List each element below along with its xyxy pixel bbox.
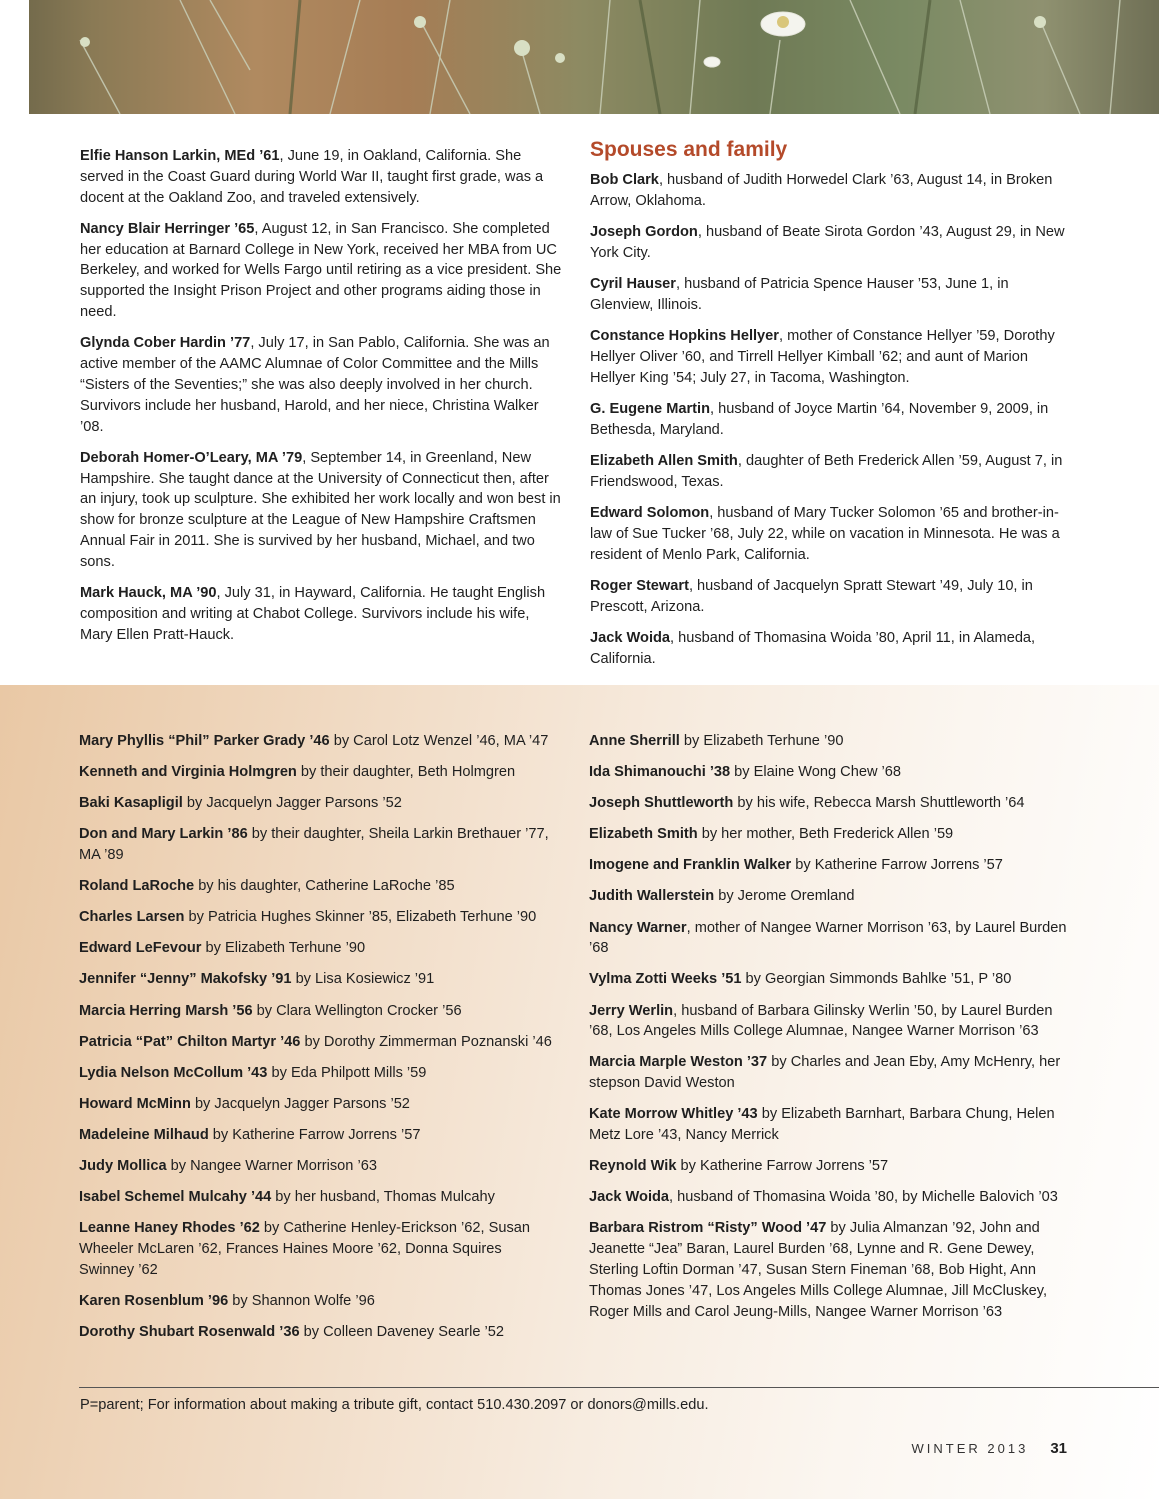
entry: [589, 1218, 1074, 1322]
entry-text: by Georgian Simmonds Bahlke ’51, P ’80: [741, 971, 1012, 988]
entry-name: Mary Phyllis “Phil” Parker Grady ’46: [79, 733, 330, 749]
entry-text: by Jacquelyn Jagger Parsons ’52: [190, 1095, 410, 1112]
entry-name: Don and Mary Larkin ’86: [79, 826, 248, 843]
entry-name: Marcia Herring Marsh ’56: [79, 1002, 253, 1019]
entry-text: by Elizabeth Barnhart, Barbara Chung, Helen Metz Lore ’43, Nancy Merrick: [589, 1106, 1055, 1144]
entry: [590, 222, 1075, 264]
entry-text: by her husband, Thomas Mulcahy: [271, 1189, 495, 1206]
entry: [80, 333, 562, 437]
entry-text: by her mother, Beth Frederick Allen ’59: [697, 826, 954, 843]
entry: [589, 855, 1074, 876]
entry: [589, 762, 1074, 783]
entry-name: Judy Mollica: [79, 1158, 167, 1175]
entry-name: Joseph Gordon: [590, 224, 698, 241]
entry: [589, 793, 1074, 814]
entry-name: Baki Kasapligil: [79, 795, 183, 812]
entry-text: by Carol Lotz Wenzel ’46, MA ’47: [329, 733, 549, 749]
entry: [589, 1187, 1074, 1208]
entry-name: Barbara Ristrom “Risty” Wood ’47: [589, 1220, 827, 1237]
entry-name: Anne Sherrill: [589, 733, 680, 749]
entry-name: Vylma Zotti Weeks ’51: [589, 971, 742, 988]
entry: [79, 1322, 559, 1343]
entry: [79, 1125, 559, 1146]
entry-text: by Julia Almanzan ’92, John and Jeanette “Jea” Baran, Laurel Burden ’68, Lynne and R. Gene Dewey, Sterling Loftin Dorman ’47, Susan Stern Fineman ’68, Bob Hight, Ann Thomas Jones ’47, Los Angeles Mills College Alumnae, Jill McCluskey, Roger Mills and Carol Jeung-Mills, Nangee Warner Morrison ’63: [589, 1220, 1048, 1320]
entry-name: Bob Clark: [590, 172, 659, 188]
entry-text: by Katherine Farrow Jorrens ’57: [208, 1126, 421, 1143]
entry: [590, 274, 1075, 316]
entry-text: , June 19, in Oakland, California. She served in the Coast Guard during World War II, taught first grade, was a docent at the Oakland Zoo, and traveled extensively.: [80, 148, 544, 206]
entry-text: by Elizabeth Terhune ’90: [679, 733, 844, 749]
entry-text: , husband of Mary Tucker Solomon ’65 and brother-in-law of Sue Tucker ’68, July 22, while on vacation in Minnesota. He was a resident of Menlo Park, California.: [590, 505, 1060, 563]
entry-name: Joseph Shuttleworth: [589, 795, 734, 812]
page-folio: [912, 1440, 1068, 1457]
entry-name: Reynold Wik: [589, 1158, 677, 1175]
entry: [589, 969, 1074, 990]
entry-text: by his daughter, Catherine LaRoche ’85: [194, 878, 455, 895]
entry-name: Kenneth and Virginia Holmgren: [79, 764, 297, 781]
entry-text: by their daughter, Beth Holmgren: [296, 764, 516, 781]
entry-text: , husband of Beate Sirota Gordon ’43, August 29, in New York City.: [590, 224, 1065, 261]
entry-text: by Jerome Oremland: [714, 888, 855, 905]
entry-name: Roland LaRoche: [79, 878, 195, 895]
footnote-divider: [79, 1387, 1159, 1388]
entry-text: by Lisa Kosiewicz ’91: [291, 971, 435, 988]
entry-name: Jack Woida: [589, 1189, 670, 1206]
entry-name: Lydia Nelson McCollum ’43: [79, 1064, 268, 1081]
entry: [589, 731, 1074, 752]
entry-text: by Jacquelyn Jagger Parsons ’52: [182, 795, 402, 812]
entry: [590, 451, 1075, 493]
entry-name: Jennifer “Jenny” Makofsky ’91: [79, 971, 292, 988]
entry: [590, 628, 1075, 670]
spouses-family-column: [590, 170, 1075, 680]
entry-name: Deborah Homer-O’Leary, MA ’79: [80, 449, 303, 466]
entry-text: by Elaine Wong Chew ’68: [730, 764, 902, 781]
entry: [79, 938, 559, 959]
entry-text: , daughter of Beth Frederick Allen ’59, August 7, in Friendswood, Texas.: [590, 453, 1063, 491]
footnote: P=parent; For information about making a tribute gift, contact 510.430.2097 or donors@mills.edu.: [80, 1397, 709, 1413]
entry: [79, 876, 559, 897]
entry: [80, 583, 562, 645]
entry: [79, 762, 559, 783]
entry-text: , July 17, in San Pablo, California. She was an active member of the AAMC Alumnae of Color Committee and the Mills “Sisters of the Seventies;” she was also deeply involved in her church. Survivors include her husband, Harold, and her niece, Christina Walker ’08.: [80, 335, 550, 435]
entry: [589, 824, 1074, 845]
header-photo: [0, 0, 1159, 114]
entry-text: , husband of Barbara Gilinsky Werlin ’50, by Laurel Burden ’68, Los Angeles Mills College Alumnae, Nangee Warner Morrison ’63: [589, 1002, 1053, 1040]
entry: [79, 731, 559, 752]
entry-name: Elizabeth Allen Smith: [590, 453, 738, 470]
entry-name: Ida Shimanouchi ’38: [589, 764, 731, 781]
entry-text: , husband of Patricia Spence Hauser ’53, June 1, in Glenview, Illinois.: [590, 276, 1009, 313]
entry-text: by Colleen Daveney Searle ’52: [299, 1323, 504, 1340]
entry-name: Roger Stewart: [590, 578, 689, 595]
entry: [80, 219, 562, 323]
entry: [590, 576, 1075, 618]
entry-name: Jerry Werlin: [589, 1002, 674, 1019]
entry-text: , August 12, in San Francisco. She completed her education at Barnard College in New York, received her MBA from UC Berkeley, and worked for Wells Fargo until retiring as a vice president. She supported the Insight Prison Project and other programs aiding those in need.: [80, 220, 562, 321]
entry-name: Kate Morrow Whitley ’43: [589, 1106, 758, 1123]
entry: [79, 1218, 559, 1280]
entry-text: by Charles and Jean Eby, Amy McHenry, her stepson David Weston: [589, 1054, 1061, 1092]
spouses-family-heading: Spouses and family: [590, 138, 788, 161]
entry: [590, 503, 1075, 565]
entry-text: by Patricia Hughes Skinner ’85, Elizabeth Terhune ’90: [184, 909, 537, 926]
entry-name: Constance Hopkins Hellyer: [590, 328, 779, 345]
entry: [79, 793, 559, 814]
entry: [589, 1156, 1074, 1177]
entry-name: Howard McMinn: [79, 1095, 191, 1112]
entry-text: by Nangee Warner Morrison ’63: [166, 1158, 377, 1175]
entry-text: , husband of Jacquelyn Spratt Stewart ’49, July 10, in Prescott, Arizona.: [590, 578, 1033, 616]
entry: [79, 824, 559, 866]
entry-name: Jack Woida: [590, 630, 671, 647]
entry: [590, 326, 1075, 388]
entry-name: Nancy Blair Herringer ’65: [80, 220, 255, 237]
entry-text: by his wife, Rebecca Marsh Shuttleworth ’64: [733, 795, 1025, 812]
entry-name: Cyril Hauser: [590, 276, 676, 293]
entry-text: by Dorothy Zimmerman Poznanski ’46: [300, 1033, 552, 1050]
entry-text: by Clara Wellington Crocker ’56: [252, 1002, 462, 1019]
entry: [79, 907, 559, 928]
entry-name: Patricia “Pat” Chilton Martyr ’46: [79, 1033, 301, 1050]
entry-text: , husband of Thomasina Woida ’80, April 11, in Alameda, California.: [590, 630, 1036, 668]
entry: [79, 1291, 559, 1312]
entry-text: , husband of Joyce Martin ’64, November 9, 2009, in Bethesda, Maryland.: [590, 401, 1049, 438]
entry-text: , July 31, in Hayward, California. He taught English composition and writing at Chabot College. Survivors include his wife, Mary Ellen Pratt-Hauck.: [80, 585, 546, 643]
obituaries-left-column: [80, 146, 562, 656]
entry-name: G. Eugene Martin: [590, 401, 711, 418]
entry-text: by Shannon Wolfe ’96: [228, 1292, 375, 1309]
entry-text: by Eda Philpott Mills ’59: [267, 1064, 427, 1081]
entry: [590, 170, 1075, 212]
entry-text: by Catherine Henley-Erickson ’62, Susan Wheeler McLaren ’62, Frances Haines Moore ’62, Donna Squires Swinney ’62: [79, 1220, 530, 1278]
entry: [80, 448, 562, 573]
wildflower-photo-illustration: [0, 0, 1159, 114]
entry: [79, 1032, 559, 1053]
entry: [590, 399, 1075, 441]
tributes-left-column: [79, 731, 559, 1353]
page-number: 31: [1050, 1440, 1067, 1457]
entry-text: by Katherine Farrow Jorrens ’57: [791, 857, 1003, 874]
entry: [79, 1156, 559, 1177]
entry: [79, 1001, 559, 1022]
entry-name: Charles Larsen: [79, 909, 185, 926]
entry: [589, 1052, 1074, 1094]
entry-name: Mark Hauck, MA ’90: [80, 585, 217, 602]
entry-name: Edward Solomon: [590, 505, 710, 522]
entry-text: by Elizabeth Terhune ’90: [201, 940, 366, 957]
entry: [79, 1063, 559, 1084]
entry-text: by Katherine Farrow Jorrens ’57: [676, 1158, 889, 1175]
entry-name: Edward LeFevour: [79, 940, 202, 957]
entry-name: Elfie Hanson Larkin, MEd ’61: [80, 148, 280, 164]
entry-name: Imogene and Franklin Walker: [589, 857, 792, 874]
entry-text: , husband of Thomasina Woida ’80, by Michelle Balovich ’03: [669, 1189, 1058, 1206]
tributes-right-column: [589, 731, 1074, 1333]
entry: [80, 146, 562, 208]
entry-name: Nancy Warner: [589, 919, 687, 936]
entry-name: Judith Wallerstein: [589, 888, 715, 905]
entry: [79, 1187, 559, 1208]
entry-name: Leanne Haney Rhodes ’62: [79, 1220, 260, 1237]
entry: [589, 1104, 1074, 1146]
entry-text: , mother of Constance Hellyer ’59, Dorothy Hellyer Oliver ’60, and Tirrell Hellyer Kimball ’62; and aunt of Marion Hellyer King ’54; July 27, in Tacoma, Washington.: [590, 328, 1055, 386]
entry-text: , mother of Nangee Warner Morrison ’63, by Laurel Burden ’68: [589, 919, 1067, 957]
issue-season: WINTER 2013: [911, 1441, 1029, 1456]
entry: [589, 1001, 1074, 1043]
entry-text: by their daughter, Sheila Larkin Brethauer ’77, MA ’89: [79, 826, 549, 864]
entry: [79, 969, 559, 990]
entry: [589, 886, 1074, 907]
entry-name: Madeleine Milhaud: [79, 1126, 209, 1143]
entry: [79, 1094, 559, 1115]
entry-name: Glynda Cober Hardin ’77: [80, 335, 251, 352]
entry-name: Dorothy Shubart Rosenwald ’36: [79, 1323, 300, 1340]
entry: [589, 918, 1074, 960]
entry-text: , September 14, in Greenland, New Hampshire. She taught dance at the University of Connecticut then, after an injury, took up sculpture. She exhibited her work locally and won best in show for bronze sculpture at the League of New Hampshire Craftsmen Annual Fair in 2011. She is survived by her husband, Michael, and two sons.: [80, 449, 561, 570]
entry-text: , husband of Judith Horwedel Clark ’63, August 14, in Broken Arrow, Oklahoma.: [590, 172, 1053, 209]
entry-name: Isabel Schemel Mulcahy ’44: [79, 1189, 272, 1206]
entry-name: Marcia Marple Weston ’37: [589, 1054, 768, 1071]
entry-name: Elizabeth Smith: [589, 826, 698, 843]
entry-name: Karen Rosenblum ’96: [79, 1292, 229, 1309]
